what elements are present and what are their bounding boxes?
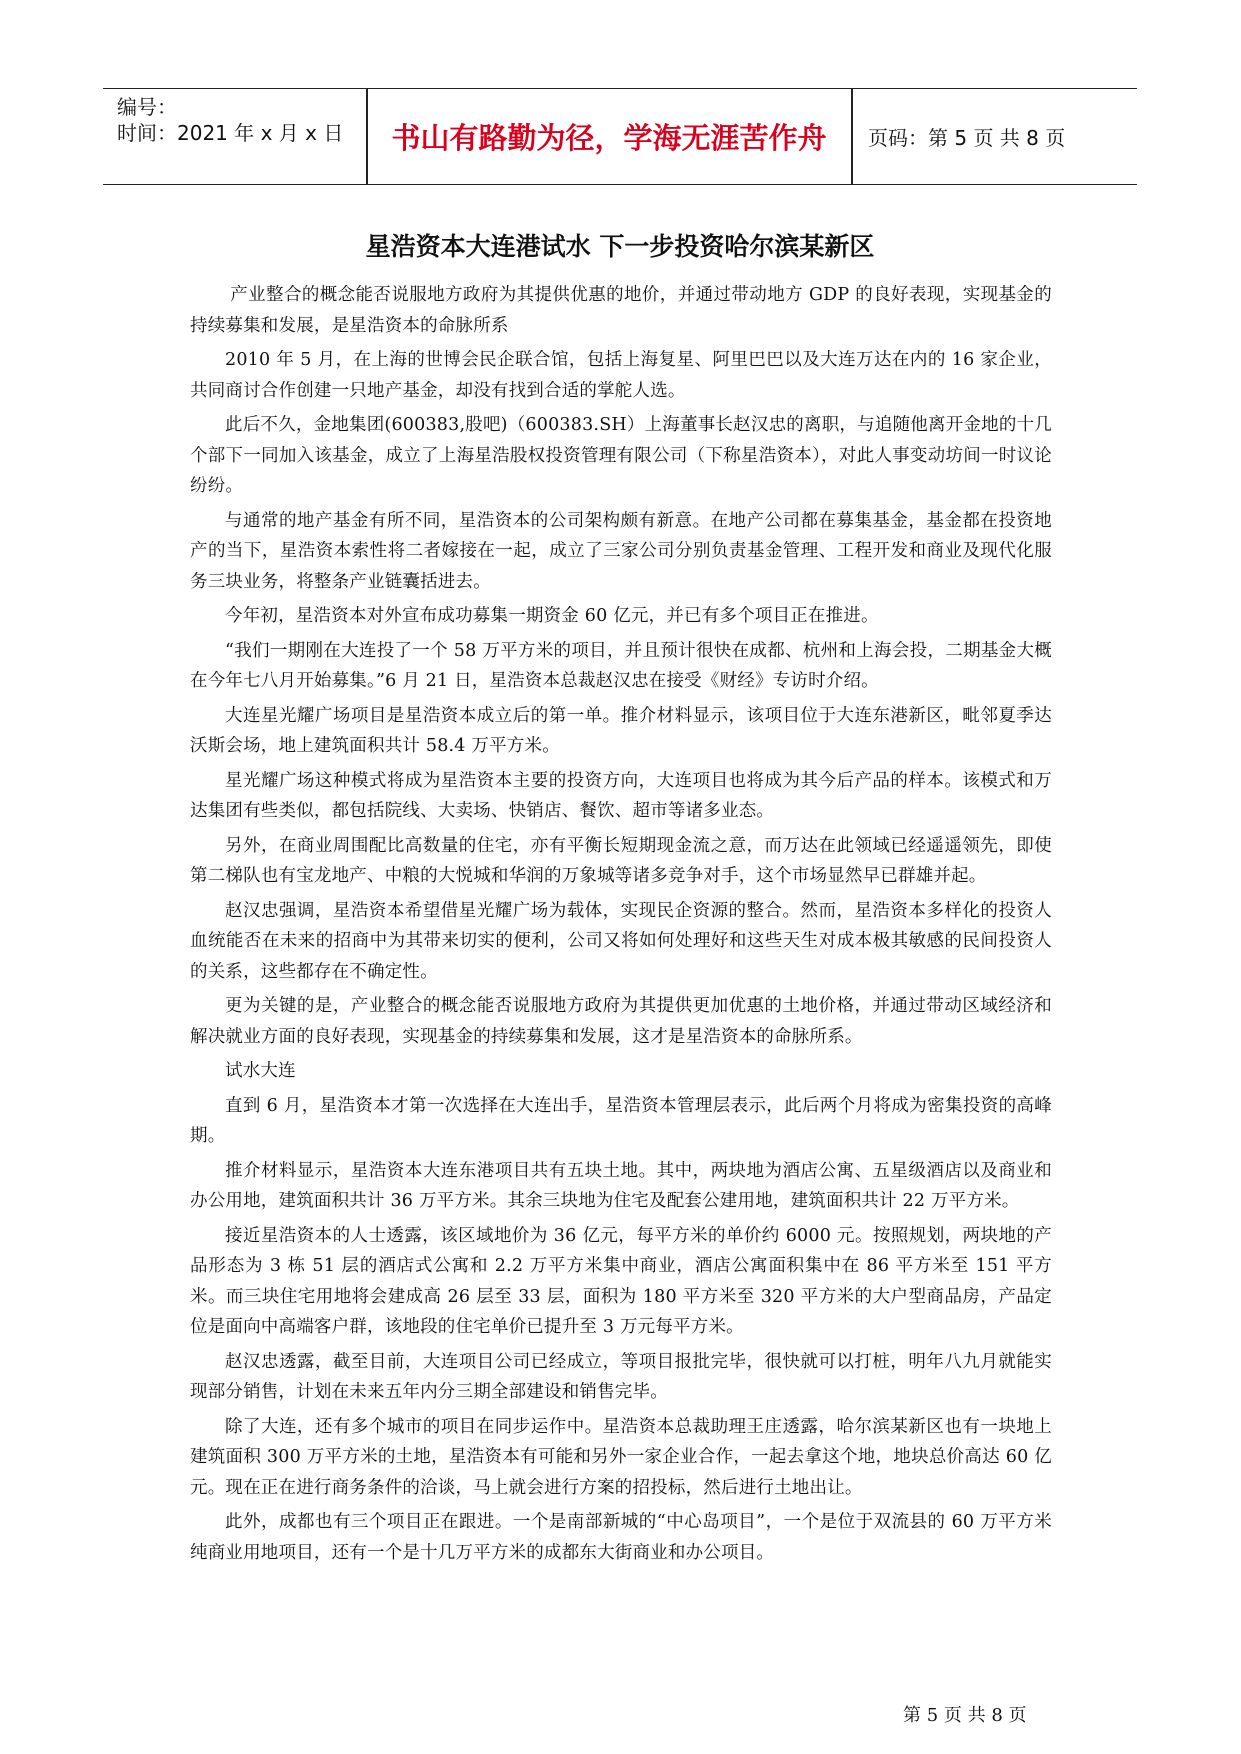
paragraph: 2010 年 5 月，在上海的世博会民企联合馆，包括上海复星、阿里巴巴以及大连万达在内的 16 家企业，共同商讨合作创建一只地产基金，却没有找到合适的掌舵人选。 <box>190 350 1052 401</box>
paragraph: 此后不久，金地集团(600383,股吧)（600383.SH）上海董事长赵汉忠的离职，与追随他离开金地的十几个部下一同加入该基金，成立了上海星浩股权投资管理有限公司（下称星浩资本），对此人事变动坊间一时议论纷纷。 <box>190 415 1052 496</box>
header-meta <box>103 89 366 184</box>
paragraph: 赵汉忠强调，星浩资本希望借星光耀广场为载体，实现民企资源的整合。然而，星浩资本多样化的投资人血统能否在未来的招商中为其带来切实的便利，公司又将如何处理好和这些天生对成本极其敏感的民间投资人的关系，这些都存在不确定性。 <box>190 900 1052 982</box>
paragraph: 赵汉忠透露，截至目前，大连项目公司已经成立，等项目报批完毕，很快就可以打桩，明年八九月就能实现部分销售，计划在未来五年内分三期全部建设和销售完毕。 <box>190 1351 1052 1402</box>
page-footer: 第 5 页 共 8 页 <box>903 1705 1027 1726</box>
paragraph: 另外，在商业周围配比高数量的住宅，亦有平衡长短期现金流之意，而万达在此领域已经遥遥领先，即使第二梯队也有宝龙地产、中粮的大悦城和华润的万象城等诸多竞争对手，这个市场显然早已群雄并起。 <box>190 835 1052 886</box>
paragraph: 大连星光耀广场项目是星浩资本成立后的第一单。推介材料显示，该项目位于大连东港新区，毗邻夏季达沃斯会场，地上建筑面积共计 58.4 万平方米。 <box>190 705 1052 756</box>
paragraph: 更为关键的是，产业整合的概念能否说服地方政府为其提供更加优惠的土地价格，并通过带动区域经济和解决就业方面的良好表现，实现基金的持续募集和发展，这才是星浩资本的命脉所系。 <box>190 996 1052 1047</box>
paragraph: “我们一期刚在大连投了一个 58 万平方米的项目，并且预计很快在成都、杭州和上海会投，二期基金大概在今年七八月开始募集。”6 月 21 日，星浩资本总裁赵汉忠在接受《财经》专访时介绍。 <box>190 640 1052 691</box>
paragraph: 产业整合的概念能否说服地方政府为其提供优惠的地价，并通过带动地方 GDP 的良好表现，实现基金的持续募集和发展，是星浩资本的命脉所系 <box>190 285 1052 336</box>
header-time-label: 时间：2021 年 x 月 x 日 <box>117 121 344 145</box>
paragraph: 今年初，星浩资本对外宣布成功募集一期资金 60 亿元，并已有多个项目正在推进。 <box>225 606 879 626</box>
article-title: 星浩资本大连港试水 下一步投资哈尔滨某新区 <box>365 232 875 261</box>
paragraph: 推介材料显示，星浩资本大连东港项目共有五块土地。其中，两块地为酒店公寓、五星级酒店以及商业和办公用地，建筑面积共计 36 万平方米。其余三块地为住宅及配套公建用地，建筑面积共计 22 万平方米。 <box>190 1160 1052 1211</box>
paragraph: 接近星浩资本的人士透露，该区域地价为 36 亿元，每平方米的单价约 6000 元。按照规划，两块地的产品形态为 3 栋 51 层的酒店式公寓和 2.2 万平方米集中商业，酒店公寓面积集中在 86 平方米至 151 平方米。而三块住宅用地将会建成高 26 层至 33 层，面积为 180 平方米至 320 平方米的大户型商品房，产品定位是面向中高端客户群，该地段的住宅单价已提升至 3 万元每平方米。 <box>190 1225 1052 1337</box>
header-number-label: 编号： <box>117 95 177 119</box>
article-body <box>190 280 1052 1572</box>
document-header <box>103 88 1137 185</box>
paragraph: 与通常的地产基金有所不同，星浩资本的公司架构颇有新意。在地产公司都在募集基金，基金都在投资地产的当下，星浩资本索性将二者嫁接在一起，成立了三家公司分别负责基金管理、工程开发和商业及现代化服务三块业务，将整条产业链囊括进去。 <box>190 510 1052 592</box>
paragraph: 此外，成都也有三个项目正在跟进。一个是南部新城的“中心岛项目”，一个是位于双流县的 60 万平方米纯商业用地项目，还有一个是十几万平方米的成都东大街商业和办公项目。 <box>190 1512 1052 1563</box>
header-motto: 书山有路勤为径，学海无涯苦作舟 <box>391 121 827 155</box>
paragraph: 星光耀广场这种模式将成为星浩资本主要的投资方向，大连项目也将成为其今后产品的样本。该模式和万达集团有些类似，都包括院线、大卖场、快销店、餐饮、超市等诸多业态。 <box>190 770 1052 821</box>
paragraph: 除了大连，还有多个城市的项目在同步运作中。星浩资本总裁助理王庄透露，哈尔滨某新区也有一块地上建筑面积 300 万平方米的土地，星浩资本有可能和另外一家企业合作，一起去拿这个地，地块总价高达 60 亿元。现在正在进行商务条件的洽谈，马上就会进行方案的招投标，然后进行土地出让。 <box>190 1416 1052 1498</box>
paragraph: 直到 6 月，星浩资本才第一次选择在大连出手，星浩资本管理层表示，此后两个月将成为密集投资的高峰期。 <box>190 1095 1052 1146</box>
header-page-label: 页码：第 5 页 共 8 页 <box>868 126 1066 150</box>
section-heading: 试水大连 <box>225 1061 296 1081</box>
